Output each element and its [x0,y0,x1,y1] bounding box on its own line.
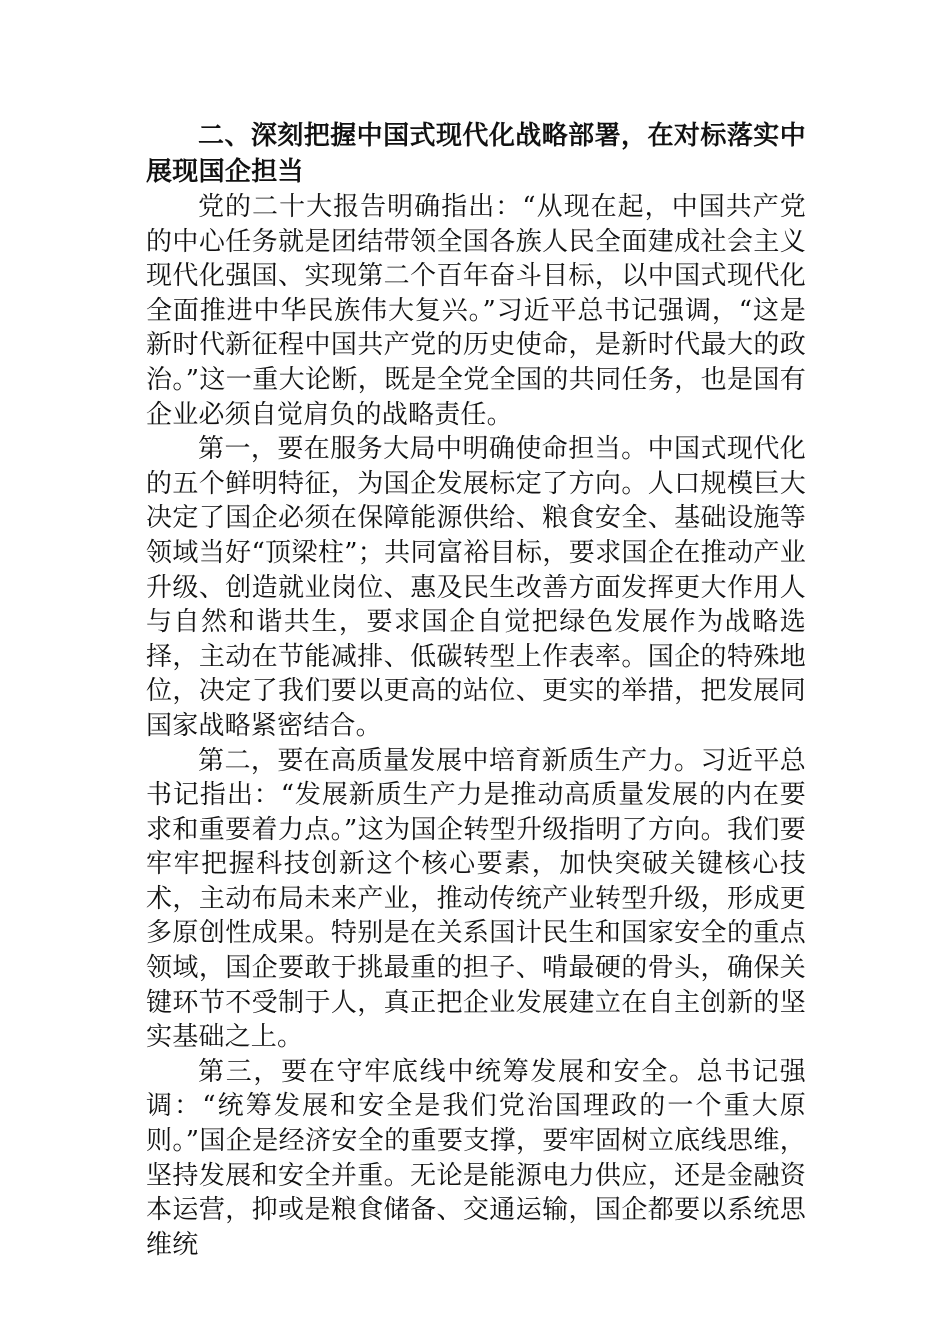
document-body [146,118,806,1262]
paragraph-third-point: 第三，要在守牢底线中统筹发展和安全。总书记强调：“统筹发展和安全是我们党治国理政的一个重大原则。”国企是经济安全的重要支撑，要牢固树立底线思维，坚持发展和安全并重。无论是能源电力供应，还是金融资本运营，抑或是粮食储备、交通运输，国企都要以系统思维统 [146,1056,806,1260]
paragraph-second-point: 第二，要在高质量发展中培育新质生产力。习近平总书记指出：“发展新质生产力是推动高质量发展的内在要求和重要着力点。”这为国企转型升级指明了方向。我们要牢牢把握科技创新这个核心要素，加快突破关键核心技术，主动布局未来产业，推动传统产业转型升级，形成更多原创性成果。特别是在关系国计民生和国家安全的重点领域，国企要敢于挑最重的担子、啃最硬的骨头，确保关键环节不受制于人，真正把企业发展建立在自主创新的坚实基础之上。 [146,745,806,1053]
section-heading: 二、深刻把握中国式现代化战略部署，在对标落实中展现国企担当 [146,121,806,187]
paragraph-first-point: 第一，要在服务大局中明确使命担当。中国式现代化的五个鲜明特征，为国企发展标定了方向。人口规模巨大决定了国企必须在保障能源供给、粮食安全、基础设施等领域当好“顶梁柱”；共同富裕目标，要求国企在推动产业升级、创造就业岗位、惠及民生改善方面发挥更大作用人与自然和谐共生，要求国企自觉把绿色发展作为战略选择，主动在节能减排、低碳转型上作表率。国企的特殊地位，决定了我们要以更高的站位、更实的举措，把发展同国家战略紧密结合。 [146,434,806,741]
paragraph-intro: 党的二十大报告明确指出：“从现在起，中国共产党的中心任务就是团结带领全国各族人民全面建成社会主义现代化强国、实现第二个百年奋斗目标，以中国式现代化全面推进中华民族伟大复兴。”习近平总书记强调，“这是新时代新征程中国共产党的历史使命，是新时代最大的政治。”这一重大论断，既是全党全国的共同任务，也是国有企业必须自觉肩负的战略责任。 [146,192,806,430]
